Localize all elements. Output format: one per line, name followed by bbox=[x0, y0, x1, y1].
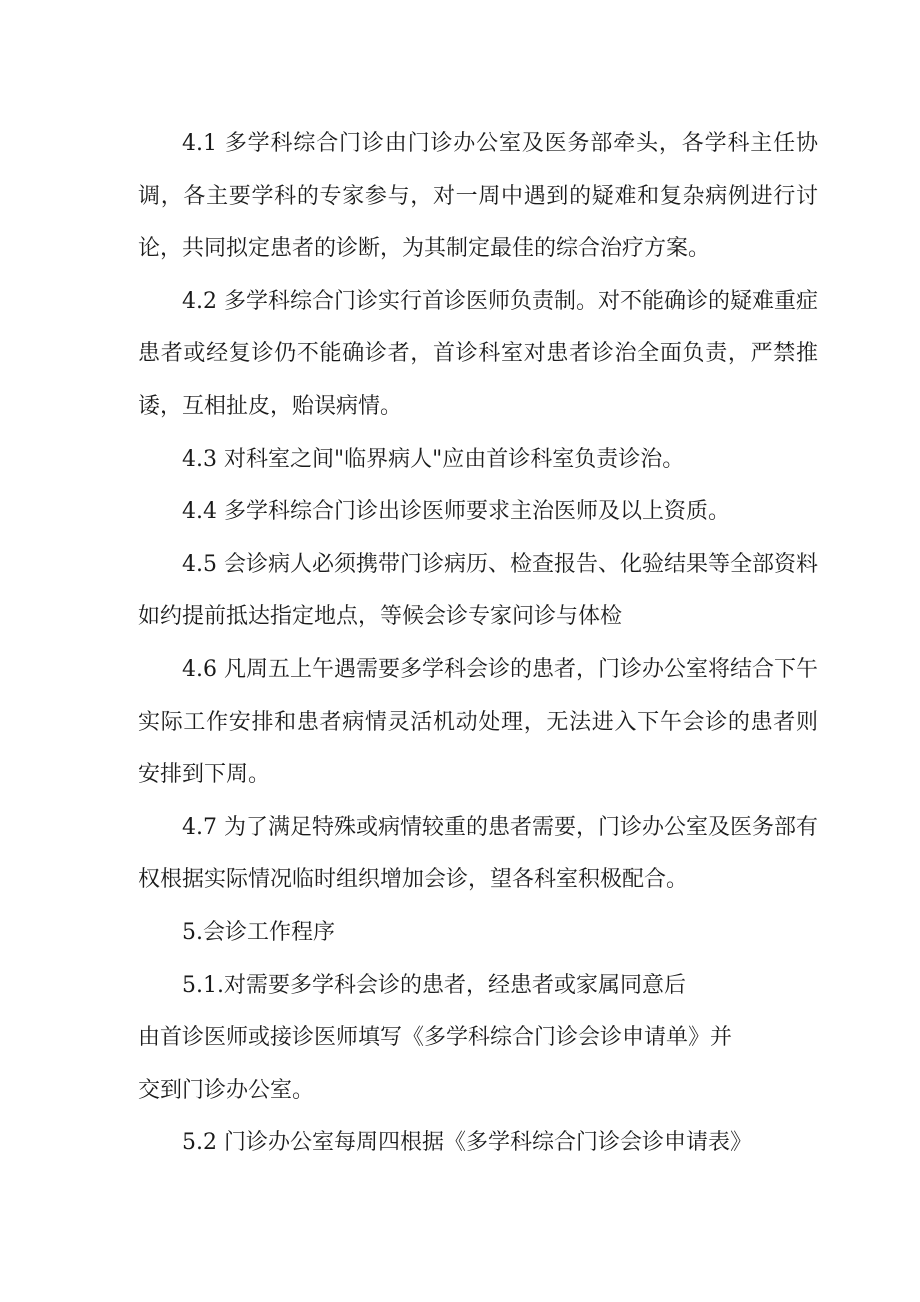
document-body bbox=[138, 118, 818, 1170]
paragraph-4-4: 4.4 多学科综合门诊出诊医师要求主治医师及以上资质。 bbox=[182, 499, 730, 525]
paragraph-5-1-line-3: 交到门诊办公室。 bbox=[138, 1077, 315, 1103]
paragraph-4-2: 4.2 多学科综合门诊实行首诊医师负责制。对不能确诊的疑难重症患者或经复诊仍不能确诊者，首诊科室对患者诊治全面负责，严禁推诿，互相扯皮，贻误病情。 bbox=[138, 288, 818, 419]
paragraph-5-2-line-1: 5.2 门诊办公室每周四根据《多学科综合门诊会诊申请表》 bbox=[182, 1130, 752, 1156]
paragraph-4-6: 4.6 凡周五上午遇需要多学科会诊的患者，门诊办公室将结合下午实际工作安排和患者病情灵活机动处理，无法进入下午会诊的患者则安排到下周。 bbox=[138, 656, 818, 788]
paragraph-5-1-line-2: 由首诊医师或接诊医师填写《多学科综合门诊会诊申请单》并 bbox=[138, 1025, 733, 1051]
paragraph-4-1: 4.1 多学科综合门诊由门诊办公室及医务部牵头，各学科主任协调，各主要学科的专家参与，对一周中遇到的疑难和复杂病例进行讨论，共同拟定患者的诊断，为其制定最佳的综合治疗方案。 bbox=[138, 131, 818, 262]
paragraph-5-1 bbox=[138, 960, 818, 1118]
section-heading-5: 5.会诊工作程序 bbox=[182, 919, 335, 945]
paragraph-5-1-line-1: 5.1.对需要多学科会诊的患者，经患者或家属同意后 bbox=[182, 972, 686, 998]
paragraph-4-5: 4.5 会诊病人必须携带门诊病历、检查报告、化验结果等全部资料如约提前抵达指定地点，等候会诊专家问诊与体检 bbox=[138, 551, 818, 630]
paragraph-4-3: 4.3 对科室之间"临界病人"应由首诊科室负责诊治。 bbox=[182, 446, 685, 472]
paragraph-4-7: 4.7 为了满足特殊或病情较重的患者需要，门诊办公室及医务部有权根据实际情况临时组织增加会诊，望各科室积极配合。 bbox=[138, 814, 818, 893]
paragraph-5-2 bbox=[138, 1117, 818, 1170]
